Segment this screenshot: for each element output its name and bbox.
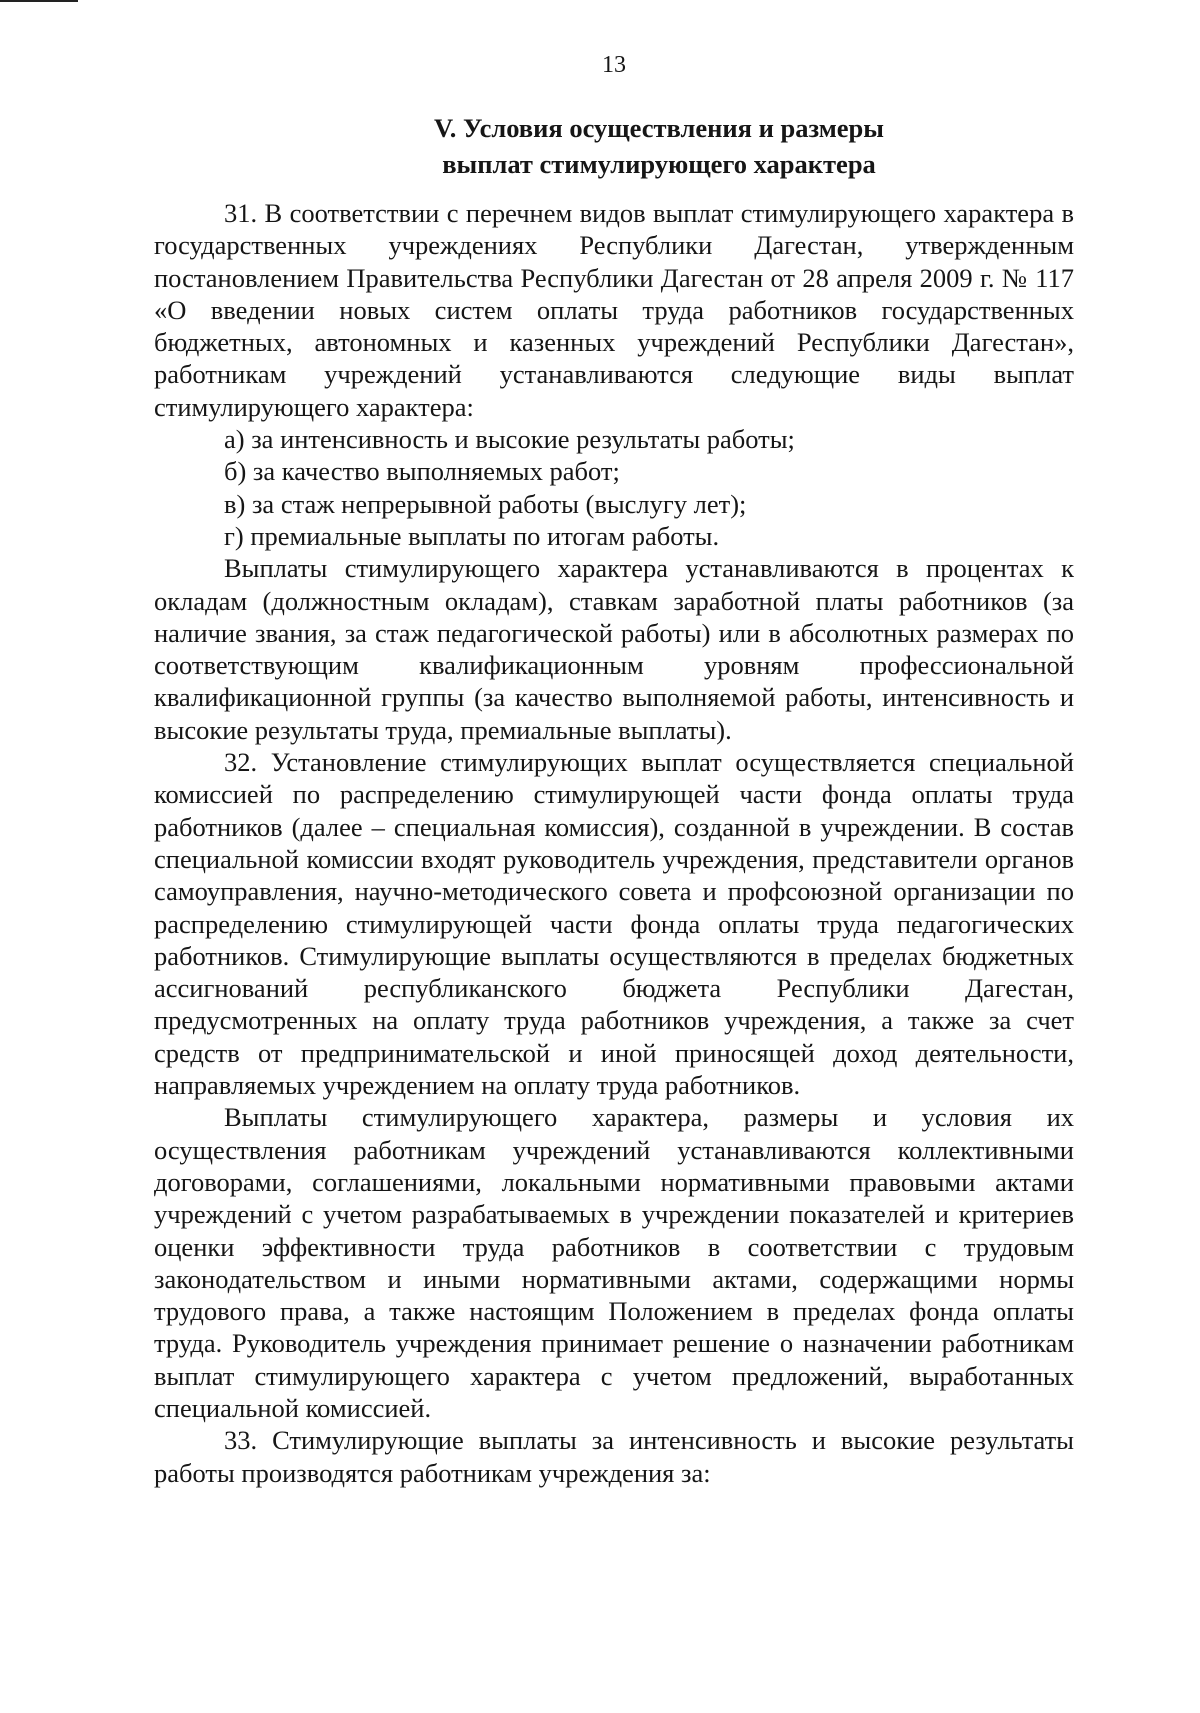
scan-corner-mark — [0, 0, 78, 2]
paragraph-32-commission: 32. Установление стимулирующих выплат осуществляется специальной комиссией по распределению стимулирующей части фонда оплаты труда работников (далее – специальная комиссия), созданной в учреждении. В состав специальной комиссии входят руководитель учреждения, представители органов самоуправления, научно-методического совета и профсоюзной организации по распределению стимулирующей части фонда оплаты труда педагогических работников. Стимулирующие выплаты осуществляются в пределах бюджетных ассигнований республиканского бюджета Республики Дагестан, предусмотренных на оплату труда работников учреждения, а также за счет средств от предпринимательской и иной приносящей доход деятельности, направляемых учреждением на оплату труда работников. — [154, 747, 1074, 1101]
section-title-line-2: выплат стимулирующего характера — [442, 149, 876, 179]
list-item-a: а) за интенсивность и высокие результаты работы; — [224, 424, 795, 455]
section-heading — [0, 110, 1200, 182]
document-body — [154, 197, 1074, 1489]
paragraph-31-percent: Выплаты стимулирующего характера устанавливаются в процентах к окладам (должностным окладам), ставкам заработной платы работников (за наличие звания, за стаж педагогической работы) или в абсолютных размерах по соответствующим квалификационным уровням профессиональной квалификационной группы (за качество выполняемой работы, интенсивность и высокие результаты труда, премиальные выплаты). — [154, 553, 1074, 745]
page-number: 13 — [602, 52, 626, 78]
list-item-b: б) за качество выполняемых работ; — [224, 456, 620, 487]
paragraph-32-conditions: Выплаты стимулирующего характера, размеры и условия их осуществления работникам учреждений устанавливаются коллективными договорами, соглашениями, локальными нормативными правовыми актами учреждений с учетом разрабатываемых в учреждении показателей и критериев оценки эффективности труда работников в соответствии с трудовым законодательством и иными нормативными актами, содержащими нормы трудового права, а также настоящим Положением в пределах фонда оплаты труда. Руководитель учреждения принимает решение о назначении работникам выплат стимулирующего характера с учетом предложений, выработанных специальной комиссией. — [154, 1102, 1074, 1423]
list-item-v: в) за стаж непрерывной работы (выслугу лет); — [224, 488, 747, 519]
list-item-g: г) премиальные выплаты по итогам работы. — [224, 520, 720, 551]
paragraph-33-intro: 33. Стимулирующие выплаты за интенсивность и высокие результаты работы производятся работникам учреждения за: — [154, 1425, 1074, 1488]
section-title-line-1: V. Условия осуществления и размеры — [434, 113, 884, 143]
paragraph-31-intro: 31. В соответствии с перечнем видов выплат стимулирующего характера в государственных учреждениях Республики Дагестан, утвержденным постановлением Правительства Республики Дагестан от 28 апреля 2009 г. № 117 «О введении новых систем оплаты труда работников государственных бюджетных, автономных и казенных учреждений Республики Дагестан», работникам учреждений устанавливаются следующие виды выплат стимулирующего характера: — [154, 198, 1074, 422]
